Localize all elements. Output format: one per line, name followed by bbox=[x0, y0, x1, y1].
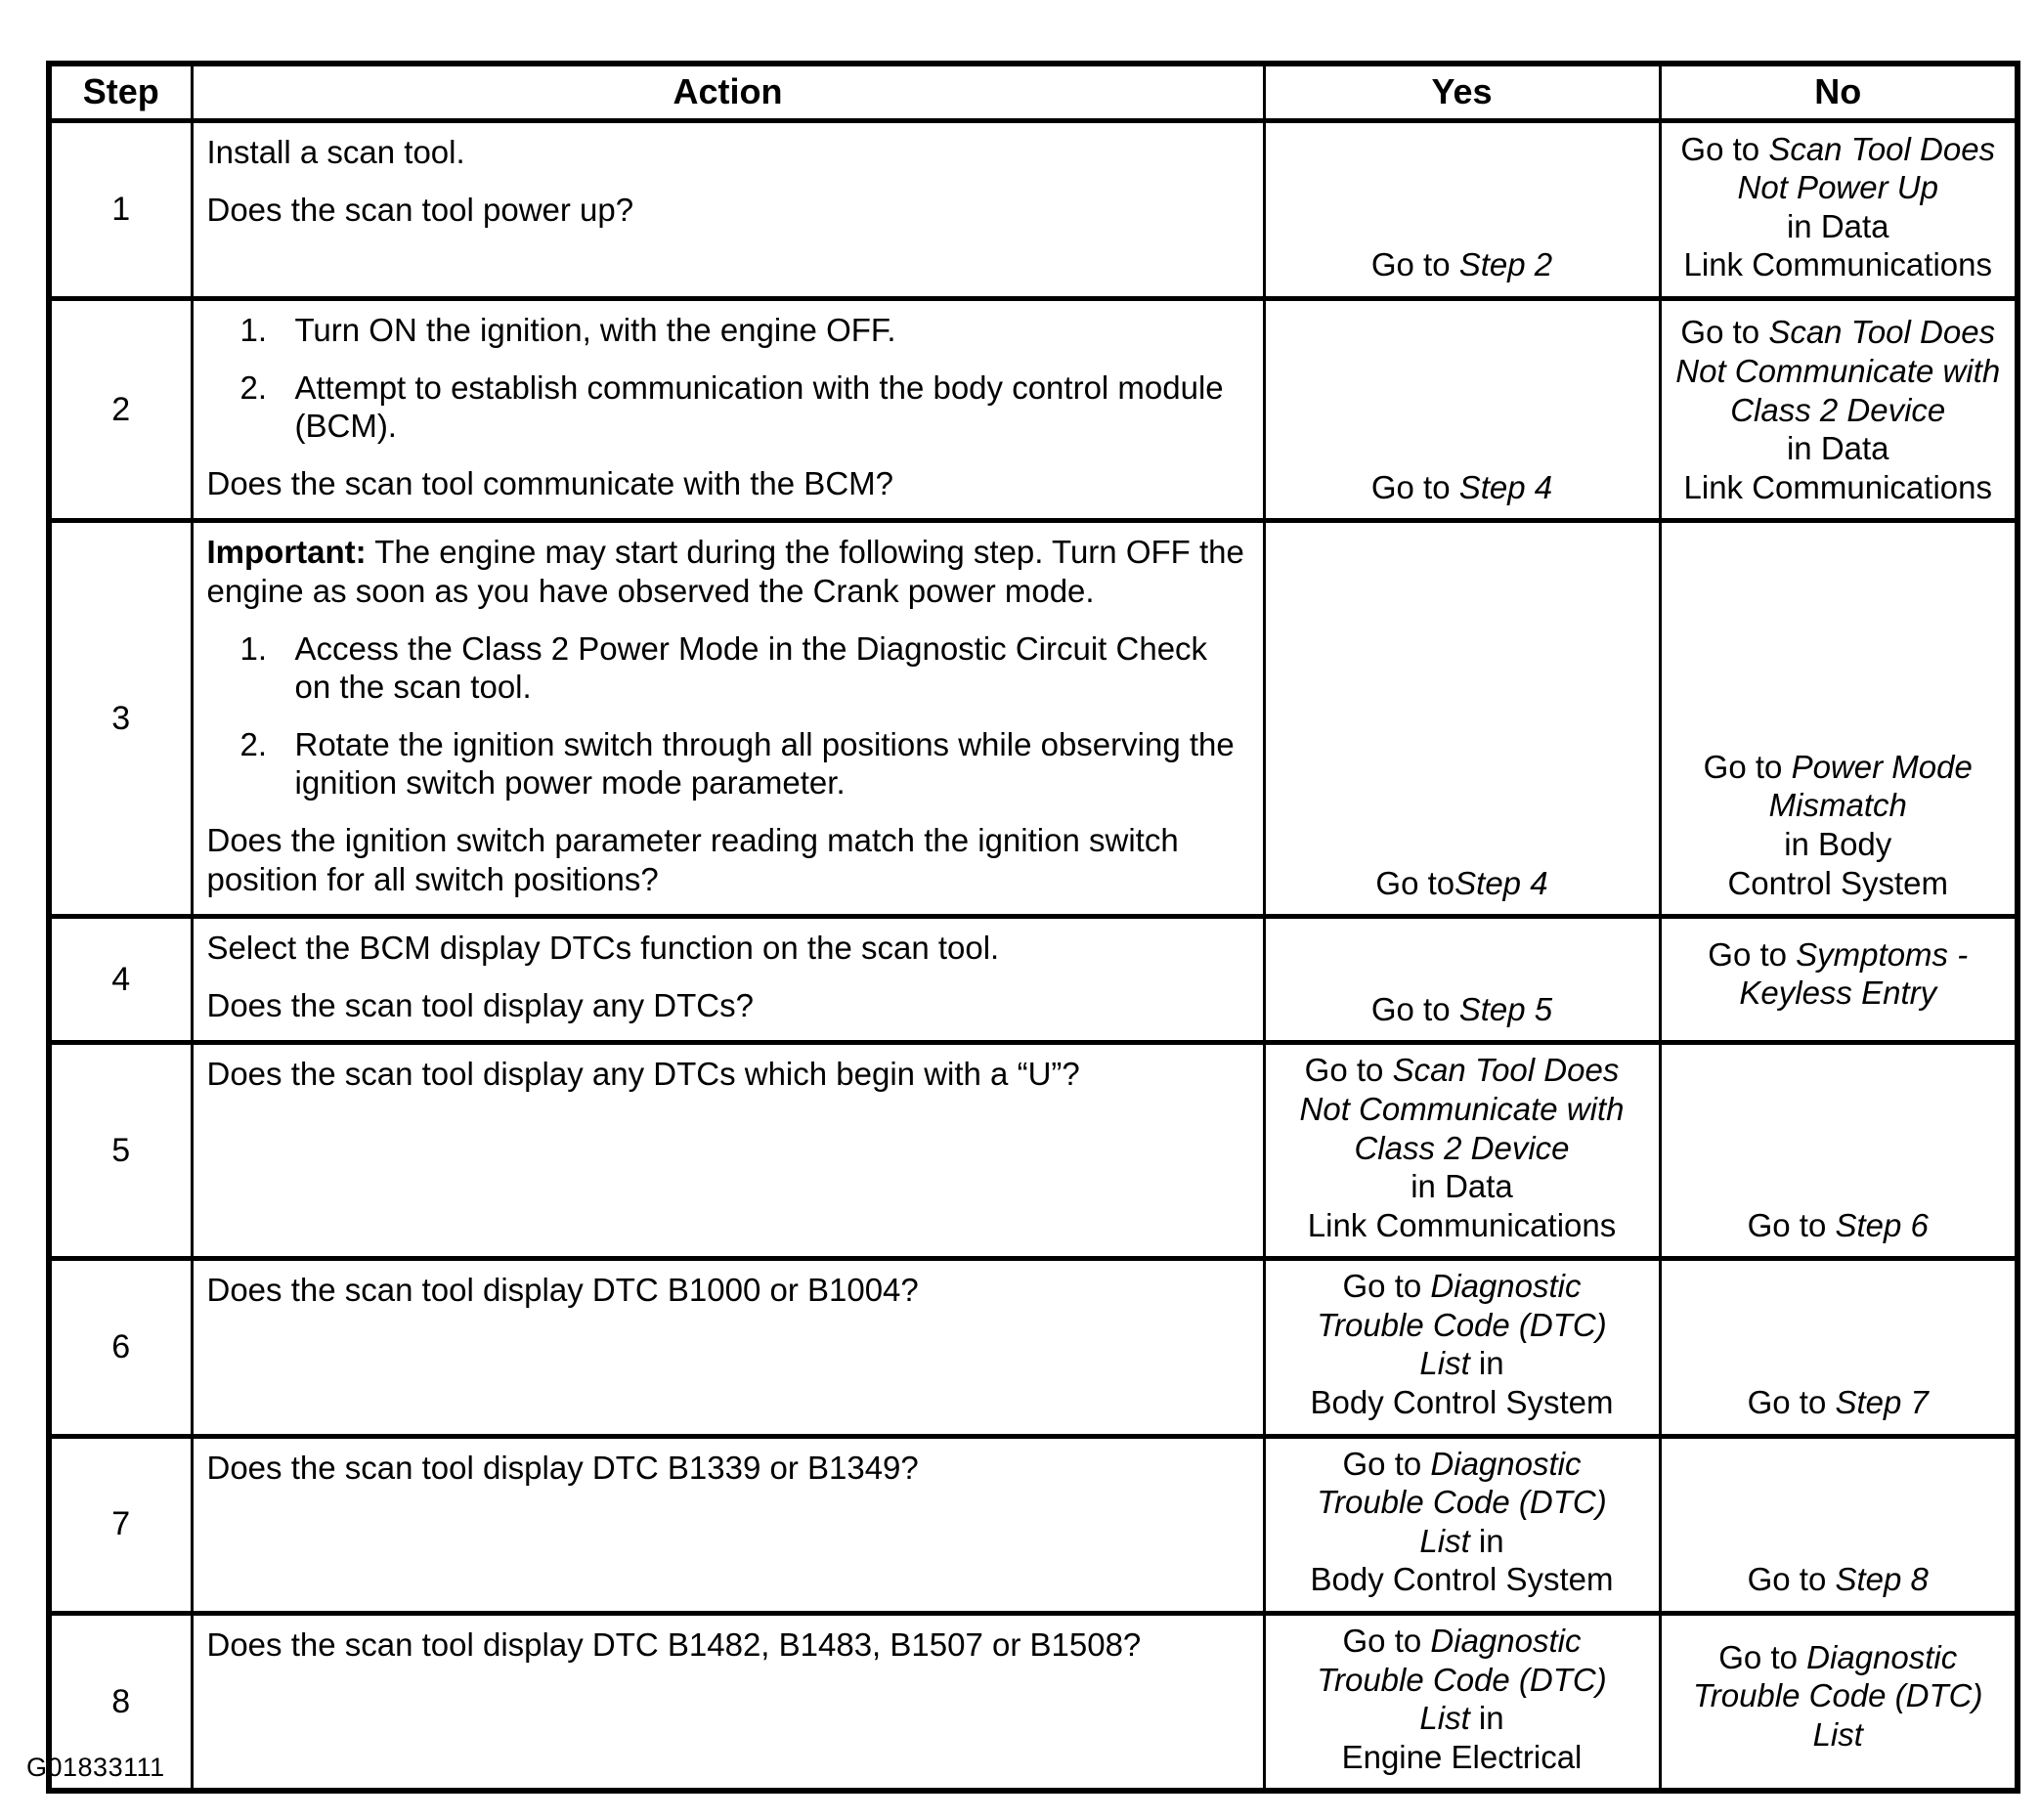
no-line bbox=[1668, 245, 2010, 284]
text-segment: Not Communicate with bbox=[1299, 1090, 1625, 1127]
table-row bbox=[49, 1436, 2018, 1613]
step-cell: 3 bbox=[49, 521, 192, 917]
action-list-item bbox=[207, 311, 1249, 350]
table-row bbox=[49, 1043, 2018, 1259]
text-segment: Go to bbox=[1708, 935, 1797, 973]
text-segment: Access the Class 2 Power Mode in the Diagnostic Circuit Check on the scan tool. bbox=[294, 629, 1208, 706]
text-segment: Turn ON the ignition, with the engine OFF. bbox=[294, 312, 896, 348]
text-segment: Class 2 Device bbox=[1354, 1129, 1570, 1166]
action-cell bbox=[192, 917, 1264, 1043]
table-row bbox=[49, 299, 2018, 521]
text-segment: Rotate the ignition switch through all positions while observing the ignition switch power mode parameter. bbox=[294, 725, 1235, 802]
yes-line bbox=[1272, 1661, 1653, 1700]
no-line bbox=[1668, 391, 2010, 430]
yes-line bbox=[1272, 1383, 1653, 1422]
text-segment: Step 4 bbox=[1454, 864, 1548, 901]
text-segment: Does the scan tool display DTC B1000 or B1004? bbox=[206, 1272, 919, 1309]
action-cell bbox=[192, 521, 1264, 917]
text-segment: in Data bbox=[1786, 207, 1889, 244]
text-segment: Link Communications bbox=[1307, 1206, 1617, 1243]
table-header bbox=[49, 64, 2018, 121]
text-segment: Does the scan tool display any DTCs which begin with a “U”? bbox=[206, 1056, 1080, 1093]
no-cell bbox=[1660, 1259, 2018, 1436]
no-line bbox=[1668, 130, 2010, 169]
no-line bbox=[1668, 1560, 2010, 1599]
no-cell bbox=[1660, 917, 2018, 1043]
text-segment: Diagnostic bbox=[1806, 1638, 1958, 1675]
action-paragraph bbox=[207, 821, 1249, 898]
text-segment: Diagnostic bbox=[1430, 1623, 1582, 1660]
no-cell bbox=[1660, 1436, 2018, 1613]
no-line bbox=[1668, 168, 2010, 207]
text-segment: Important: bbox=[206, 534, 367, 571]
step-cell: 2 bbox=[49, 299, 192, 521]
text-segment: Go to bbox=[1703, 748, 1792, 785]
text-segment: List bbox=[1419, 1522, 1470, 1559]
action-paragraph bbox=[207, 1271, 1249, 1310]
header-step: Step bbox=[49, 64, 192, 121]
text-segment: Keyless Entry bbox=[1739, 975, 1937, 1012]
yes-cell bbox=[1264, 121, 1660, 299]
yes-cell bbox=[1264, 917, 1660, 1043]
figure-code: G01833111 bbox=[26, 1753, 165, 1782]
no-cell bbox=[1660, 521, 2018, 917]
text-segment: Go to bbox=[1342, 1445, 1431, 1482]
action-cell bbox=[192, 121, 1264, 299]
header-row bbox=[49, 64, 2018, 121]
text-segment: Body Control System bbox=[1310, 1384, 1614, 1421]
yes-line bbox=[1272, 1483, 1653, 1522]
table-row bbox=[49, 1259, 2018, 1436]
list-text bbox=[295, 368, 1249, 446]
text-segment: The engine may start during the following step. Turn OFF the engine as soon as you have observed the Crank power mode. bbox=[206, 534, 1244, 609]
text-segment: Diagnostic bbox=[1430, 1268, 1582, 1305]
text-segment: Go to bbox=[1342, 1623, 1431, 1660]
text-segment: Does the scan tool communicate with the BCM? bbox=[206, 464, 893, 501]
list-text bbox=[295, 725, 1249, 802]
text-segment: Step 7 bbox=[1835, 1384, 1929, 1421]
yes-line bbox=[1272, 1306, 1653, 1345]
header-yes: Yes bbox=[1264, 64, 1660, 121]
text-segment: in Data bbox=[1786, 430, 1889, 467]
text-segment: Trouble Code (DTC) bbox=[1317, 1661, 1607, 1698]
text-segment: Step 4 bbox=[1458, 468, 1553, 505]
yes-line bbox=[1272, 990, 1653, 1029]
text-segment: in Body bbox=[1784, 825, 1892, 862]
step-cell: 8 bbox=[49, 1614, 192, 1792]
text-segment: Body Control System bbox=[1310, 1561, 1614, 1598]
no-line bbox=[1668, 1676, 2010, 1715]
text-segment: Go to bbox=[1747, 1206, 1836, 1243]
action-paragraph bbox=[207, 1449, 1249, 1488]
yes-line bbox=[1272, 1560, 1653, 1599]
yes-line bbox=[1272, 1129, 1653, 1168]
text-segment: Diagnostic bbox=[1430, 1445, 1582, 1482]
table-row bbox=[49, 521, 2018, 917]
action-list-item bbox=[207, 629, 1249, 707]
action-paragraph bbox=[207, 929, 1249, 968]
text-segment: in bbox=[1469, 1345, 1504, 1382]
text-segment: Scan Tool Does bbox=[1768, 314, 1996, 351]
text-segment: Step 2 bbox=[1458, 246, 1553, 283]
action-cell bbox=[192, 1043, 1264, 1259]
yes-cell bbox=[1264, 1259, 1660, 1436]
yes-cell bbox=[1264, 1436, 1660, 1613]
text-segment: Go to bbox=[1747, 1561, 1836, 1598]
header-no: No bbox=[1660, 64, 2018, 121]
text-segment: List bbox=[1419, 1345, 1470, 1382]
no-line bbox=[1668, 1383, 2010, 1422]
yes-cell bbox=[1264, 521, 1660, 917]
action-paragraph bbox=[207, 1625, 1249, 1665]
text-segment: Symptoms - bbox=[1796, 935, 1969, 973]
action-paragraph bbox=[207, 986, 1249, 1025]
no-line bbox=[1668, 313, 2010, 352]
no-cell bbox=[1660, 121, 2018, 299]
text-segment: Does the scan tool display any DTCs? bbox=[206, 986, 754, 1023]
text-segment: List bbox=[1419, 1700, 1470, 1737]
no-line bbox=[1668, 786, 2010, 825]
action-list-item bbox=[207, 725, 1249, 802]
text-segment: Install a scan tool. bbox=[206, 134, 465, 170]
no-line bbox=[1668, 429, 2010, 468]
no-line bbox=[1668, 1206, 2010, 1245]
no-line bbox=[1668, 748, 2010, 787]
text-segment: Go to bbox=[1680, 314, 1769, 351]
no-line bbox=[1668, 468, 2010, 507]
text-segment: Trouble Code (DTC) bbox=[1317, 1484, 1607, 1521]
no-cell bbox=[1660, 1614, 2018, 1792]
text-segment: Does the scan tool display DTC B1339 or B1349? bbox=[206, 1449, 919, 1486]
step-cell: 6 bbox=[49, 1259, 192, 1436]
text-segment: Scan Tool Does bbox=[1392, 1052, 1620, 1089]
action-paragraph bbox=[207, 533, 1249, 610]
step-cell: 5 bbox=[49, 1043, 192, 1259]
text-segment: Go to bbox=[1370, 468, 1459, 505]
table-row bbox=[49, 121, 2018, 299]
text-segment: Go to bbox=[1680, 130, 1769, 167]
yes-line bbox=[1272, 1738, 1653, 1777]
no-line bbox=[1668, 207, 2010, 246]
no-line bbox=[1668, 825, 2010, 864]
text-segment: in bbox=[1469, 1700, 1504, 1737]
text-segment: Trouble Code (DTC) bbox=[1693, 1677, 1983, 1714]
no-line bbox=[1668, 352, 2010, 391]
text-segment: Attempt to establish communication with the body control module (BCM). bbox=[294, 368, 1224, 445]
no-line bbox=[1668, 974, 2010, 1013]
no-cell bbox=[1660, 1043, 2018, 1259]
text-segment: Link Communications bbox=[1683, 468, 1992, 505]
text-segment: Go to bbox=[1718, 1638, 1807, 1675]
yes-line bbox=[1272, 864, 1653, 903]
yes-line bbox=[1272, 245, 1653, 284]
yes-line bbox=[1272, 1267, 1653, 1306]
list-text bbox=[295, 629, 1249, 707]
step-cell: 4 bbox=[49, 917, 192, 1043]
text-segment: Step 8 bbox=[1835, 1561, 1929, 1598]
yes-line bbox=[1272, 1344, 1653, 1383]
action-paragraph bbox=[207, 133, 1249, 172]
yes-cell bbox=[1264, 299, 1660, 521]
text-segment: Mismatch bbox=[1768, 787, 1907, 824]
text-segment: Step 6 bbox=[1835, 1206, 1929, 1243]
table-row bbox=[49, 917, 2018, 1043]
action-cell bbox=[192, 1259, 1264, 1436]
yes-line bbox=[1272, 1522, 1653, 1561]
action-cell bbox=[192, 299, 1264, 521]
table-body bbox=[49, 121, 2018, 1792]
table-row bbox=[49, 1614, 2018, 1792]
diagnostic-table bbox=[46, 61, 2020, 1794]
text-segment: Step 5 bbox=[1458, 990, 1553, 1027]
list-marker: 1. bbox=[239, 312, 268, 348]
action-list-item bbox=[207, 368, 1249, 446]
action-cell bbox=[192, 1436, 1264, 1613]
no-line bbox=[1668, 1638, 2010, 1677]
action-paragraph bbox=[207, 464, 1249, 503]
text-segment: Go to bbox=[1304, 1052, 1393, 1089]
text-segment: in bbox=[1469, 1522, 1504, 1559]
text-segment: Control System bbox=[1727, 864, 1949, 901]
yes-line bbox=[1272, 1167, 1653, 1206]
list-marker: 1. bbox=[239, 629, 268, 667]
yes-line bbox=[1272, 1445, 1653, 1484]
text-segment: Power Mode bbox=[1791, 748, 1973, 785]
text-segment: Not Communicate with bbox=[1675, 353, 2001, 389]
step-cell: 1 bbox=[49, 121, 192, 299]
yes-line bbox=[1272, 1206, 1653, 1245]
text-segment: Does the scan tool display DTC B1482, B1483, B1507 or B1508? bbox=[206, 1626, 1142, 1664]
action-cell bbox=[192, 1614, 1264, 1792]
text-segment: in Data bbox=[1411, 1168, 1513, 1205]
text-segment: Scan Tool Does bbox=[1768, 130, 1996, 167]
no-line bbox=[1668, 1715, 2010, 1755]
text-segment: Trouble Code (DTC) bbox=[1317, 1306, 1607, 1343]
action-paragraph bbox=[207, 1055, 1249, 1094]
text-segment: Class 2 Device bbox=[1730, 391, 1946, 428]
text-segment: Link Communications bbox=[1683, 246, 1992, 283]
no-cell bbox=[1660, 299, 2018, 521]
yes-cell bbox=[1264, 1043, 1660, 1259]
text-segment: Does the scan tool power up? bbox=[206, 191, 634, 228]
yes-line bbox=[1272, 468, 1653, 507]
text-segment: Select the BCM display DTCs function on the scan tool. bbox=[206, 930, 1000, 967]
yes-line bbox=[1272, 1699, 1653, 1738]
text-segment: Engine Electrical bbox=[1341, 1738, 1583, 1775]
yes-line bbox=[1272, 1622, 1653, 1661]
yes-cell bbox=[1264, 1614, 1660, 1792]
text-segment: Go to bbox=[1370, 246, 1459, 283]
list-marker: 2. bbox=[239, 368, 268, 406]
list-text bbox=[295, 311, 1249, 350]
text-segment: Go to bbox=[1370, 990, 1459, 1027]
no-line bbox=[1668, 935, 2010, 975]
yes-line bbox=[1272, 1090, 1653, 1129]
text-segment: Go to bbox=[1747, 1384, 1836, 1421]
header-action: Action bbox=[192, 64, 1264, 121]
text-segment: Go to bbox=[1375, 864, 1455, 901]
text-segment: Not Power Up bbox=[1737, 169, 1938, 206]
list-marker: 2. bbox=[239, 725, 268, 762]
text-segment: Go to bbox=[1342, 1268, 1431, 1305]
no-line bbox=[1668, 864, 2010, 903]
yes-line bbox=[1272, 1051, 1653, 1090]
step-cell: 7 bbox=[49, 1436, 192, 1613]
text-segment: Does the ignition switch parameter reading match the ignition switch position for all switch positions? bbox=[206, 821, 1179, 897]
text-segment: List bbox=[1812, 1716, 1863, 1754]
action-paragraph bbox=[207, 191, 1249, 230]
